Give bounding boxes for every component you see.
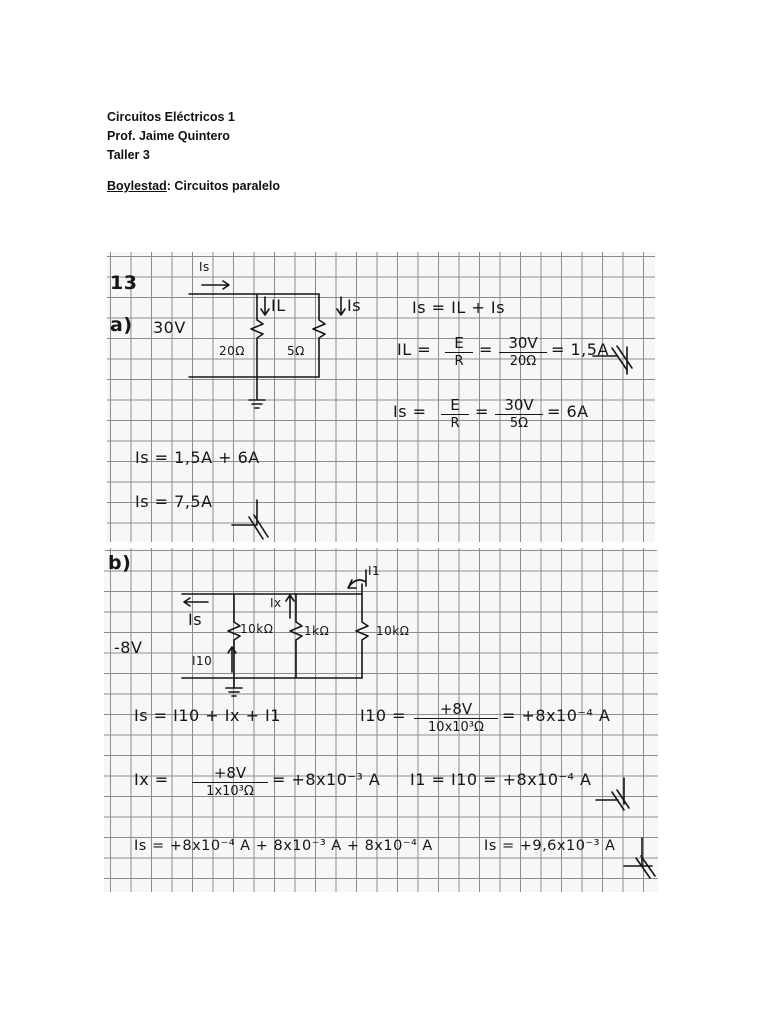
equation-total-current: Is = I10 + Ix + I1 [134,706,281,725]
ground-icon [249,377,265,408]
resistor-5-ohm-branch [313,294,325,377]
source-voltage: -8V [114,638,143,657]
equation-is-lhs: Is = [393,402,427,421]
problem-number: 13 [110,272,138,294]
sum-line: Is = 1,5A + 6A [135,448,260,467]
document-header [107,108,280,196]
topic-line [107,177,280,196]
resistor-2-value: 1kΩ [304,624,330,638]
equation-is-fraction-2: $\frac{30V}{5\Omega}$ [495,396,543,431]
equation-is-result: = 6A [547,402,589,421]
current-ix-label: Ix [270,596,282,610]
equation-i10-fraction: $\frac{+8V}{\text{10x10³Ω}}$ [414,700,498,735]
resistor-1k-branch [290,594,302,678]
branch-current-is: Is [347,296,362,315]
resistor-3-value: 10kΩ [376,624,410,638]
il-arrow-icon [261,297,269,315]
check-mark-icon [232,500,268,539]
equation-il-result: = 1,5A [551,340,609,359]
course-title: Circuitos Eléctricos 1 [107,110,235,124]
is-branch-arrow-icon [337,297,345,315]
check-mark-icon [624,838,655,878]
current-i1-label: I1 [368,564,381,578]
equation-il-fraction-2: $\frac{30V}{20\Omega}$ [499,334,547,369]
source-voltage: 30V [153,318,186,337]
assignment-title: Taller 3 [107,148,150,162]
graph-paper-problem-13a: 13 a) Is 30V IL Is 20Ω 5Ω Is = IL + Is IL = $\frac{E}{R}$ = $\frac{30V}{20\Omega}$ = 1,5A Is = $\frac{E}{R}$ = $\frac{30V}{5\Omega}$ = 6A Is = 1,5A + 6A Is = 7,5A [107,252,655,542]
professor-name: Prof. Jaime Quintero [107,129,230,143]
ix-arrow-icon [286,595,294,618]
graph-paper-problem-b [104,548,658,892]
resistor-2-value: 5Ω [287,344,305,358]
topic-name: : Circuitos paralelo [166,179,280,193]
current-i10-label: I10 [192,654,213,668]
ground-icon [226,678,242,696]
resistor-1-value: 10kΩ [240,622,274,636]
equation-ix-fraction: $\frac{+8V}{\text{1x10³Ω}}$ [192,764,268,799]
equation-i10-lhs: I10 = [360,706,407,725]
equation-ix-result: = +8x10⁻³ A [272,770,381,789]
equation-ix-lhs: Ix = [134,770,169,789]
source-current-label: Is [199,260,210,274]
source-current-arrow-icon [184,598,208,606]
equation-is-fraction-1: $\frac{E}{R}$ [441,396,469,431]
equation-i10-result: = +8x10⁻⁴ A [502,706,611,725]
branch-current-il: IL [271,296,286,315]
source-current-arrow-icon [202,281,229,289]
i1-arrow-icon [348,570,366,588]
equation-sum: Is = +8x10⁻⁴ A + 8x10⁻³ A + 8x10⁻⁴ A [134,838,433,854]
equation-final: Is = +9,6x10⁻³ A [484,838,616,854]
resistor-20-ohm-branch [251,294,263,377]
resistor-10k-branch-1 [228,594,240,678]
equation-il-fraction-1: $\frac{E}{R}$ [445,334,473,369]
equation-i1: I1 = I10 = +8x10⁻⁴ A [410,770,592,789]
source-name: Boylestad [107,179,167,193]
equation-il-lhs: IL = [397,340,432,359]
part-label: a) [110,314,133,336]
resistor-10k-branch-3 [356,584,368,678]
final-result: Is = 7,5A [135,492,213,511]
resistor-1-value: 20Ω [219,344,245,358]
equation-total-current: Is = IL + Is [412,298,505,317]
source-current-label: Is [188,610,203,629]
part-label: b) [108,552,132,574]
